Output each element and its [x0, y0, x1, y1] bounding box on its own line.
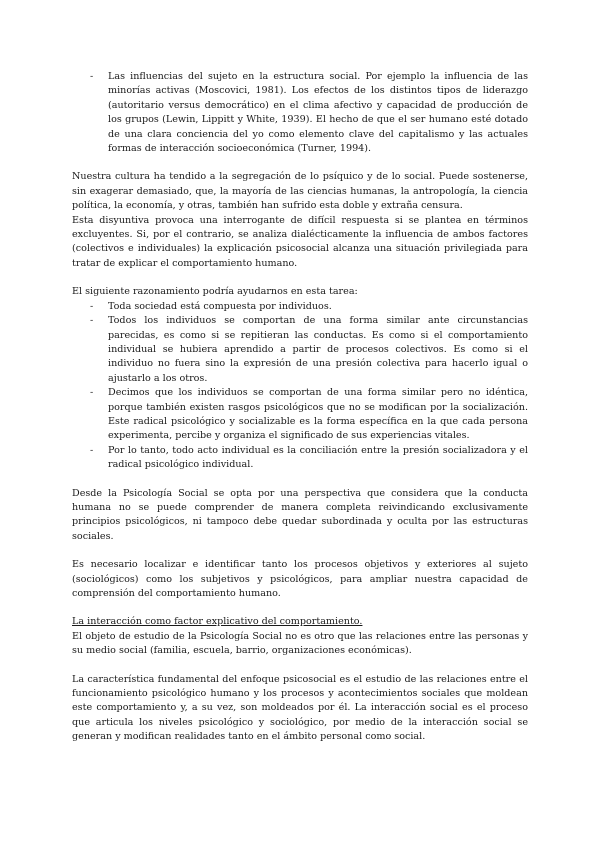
list-item: - Todos los individuos se comportan de una forma similar ante circunstancias parecidas, es como si se repitieran las conductas. Es como si el comportamiento individual se hubiera aprendido a partir de procesos colectivos. Es como si el individuo no fuera sino la expresión de una presión colectiva para hacerlo igual o ajustarlo a los otros. — [72, 314, 528, 386]
paragraph-culture: Nuestra cultura ha tendido a la segregación de lo psíquico y de lo social. Puede sostenerse, sin exagerar demasiado, que, la mayoría de las ciencias humanas, la antropología, la ciencia política, la economía, y otras, también han sufrido esta doble y extraña censura. — [72, 171, 528, 212]
list-item: - Por lo tanto, todo acto individual es la conciliación entre la presión socializadora y el radical psicológico individual. — [72, 444, 528, 473]
paragraph-disyuntiva: Esta disyuntiva provoca una interrogante de difícil respuesta si se plantea en términos excluyentes. Si, por el contrario, se analiza dialécticamente la influencia de ambos factores (colectivos e individuales) la explicación psicosocial alcanza una situación privilegiada para tratar de explicar el comportamiento humano. — [72, 214, 528, 269]
reasoning-list — [72, 300, 528, 473]
paragraph-psicologia: Desde la Psicología Social se opta por una perspectiva que considera que la conducta humana no se puede comprender de manera completa reivindicando exclusivamente principios psicológicos, ni tampoco debe quedar subordinada y oculta por las estructuras sociales. — [72, 487, 528, 542]
intro-list — [72, 70, 528, 156]
document-page — [72, 70, 528, 745]
paragraph-localizar: Es necesario localizar e identificar tanto los procesos objetivos y exteriores al sujeto (sociológicos) como los subjetivos y psicológicos, para ampliar nuestra capacidad de comprensión del comportamiento humano. — [72, 559, 528, 599]
list-item: - Toda sociedad está compuesta por individuos. — [72, 300, 528, 314]
reasoning-intro: El siguiente razonamiento podría ayudarnos en esta tarea: — [72, 286, 358, 298]
paragraph-caracteristica: La característica fundamental del enfoque psicosocial es el estudio de las relaciones entre el funcionamiento psicológico humano y los procesos y acontecimientos sociales que moldean este comportamiento y, a su vez, son moldeados por él. La interacción social es el proceso que articula los niveles psicológico y sociológico, por medio de la interacción social se generan y modifican realidades tanto en el ámbito personal como social. — [72, 673, 528, 743]
list-item: - Decimos que los individuos se comportan de una forma similar pero no idéntica, porque también existen rasgos psicológicos que no se modifican por la socialización. Este radical psicológico y socializable es la forma específica en la que cada persona experimenta, percibe y organiza el significado de sus experiencias vitales. — [72, 386, 528, 444]
list-item: - Las influencias del sujeto en la estructura social. Por ejemplo la influencia de las minorías activas (Moscovici, 1981). Los efectos de los distintos tipos de liderazgo (autoritario versus democrático) en el clima afectivo y capacidad de producción de los grupos (Lewin, Lippitt y White, 1939). El hecho de que el ser humano esté dotado de una clara conciencia del yo como elemento clave del capitalismo y las actuales formas de interacción socioeconómica (Turner, 1994). — [72, 70, 528, 156]
section-heading: La interacción como factor explicativo del comportamiento. — [72, 616, 363, 628]
paragraph-objeto: El objeto de estudio de la Psicología Social no es otro que las relaciones entre las personas y su medio social (familia, escuela, barrio, organizaciones económicas). — [72, 630, 528, 657]
